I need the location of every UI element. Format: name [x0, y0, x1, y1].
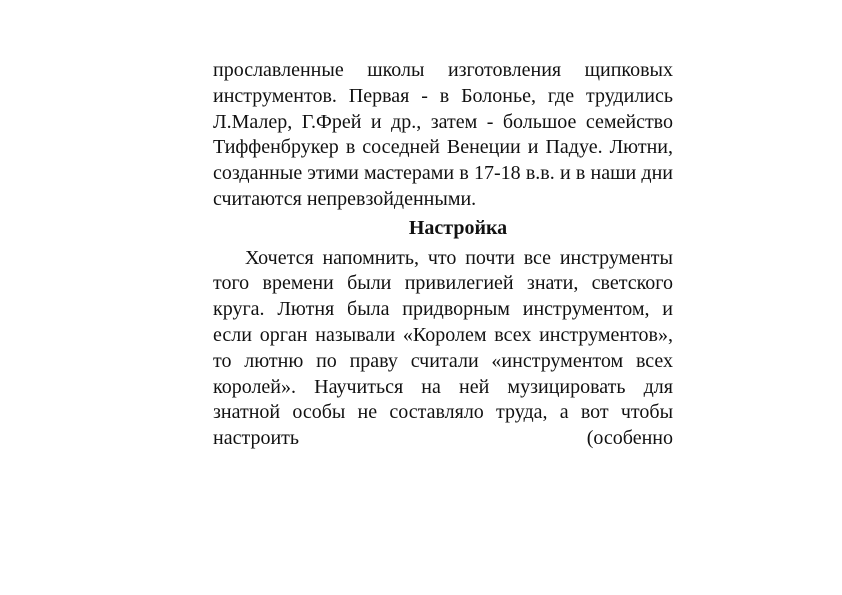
paragraph-tuning: Хочется напомнить, что почти все инструменты того времени были привилегией знати, светского круга. Лютня была придворным инструментом, и если орган называли «Королем всех инструментов», то лютню по праву считали «инструментом всех королей». Научиться на ней музицировать для знатной особы не составляло труда, а вот чтобы настроить (особенно: [213, 246, 673, 450]
paragraph-intro: прославленные школы изготовления щипковых инструментов. Первая - в Болонье, где трудились Л.Малер, Г.Фрей и др., затем - большое семейство Тиффенбрукер в соседней Венеции и Падуе. Лютни, созданные этими мастерами в 17-18 в.в. и в наши дни считаются непревзойденными.: [213, 59, 673, 210]
text-column: [213, 58, 673, 452]
section-heading: Настройка: [408, 216, 508, 239]
